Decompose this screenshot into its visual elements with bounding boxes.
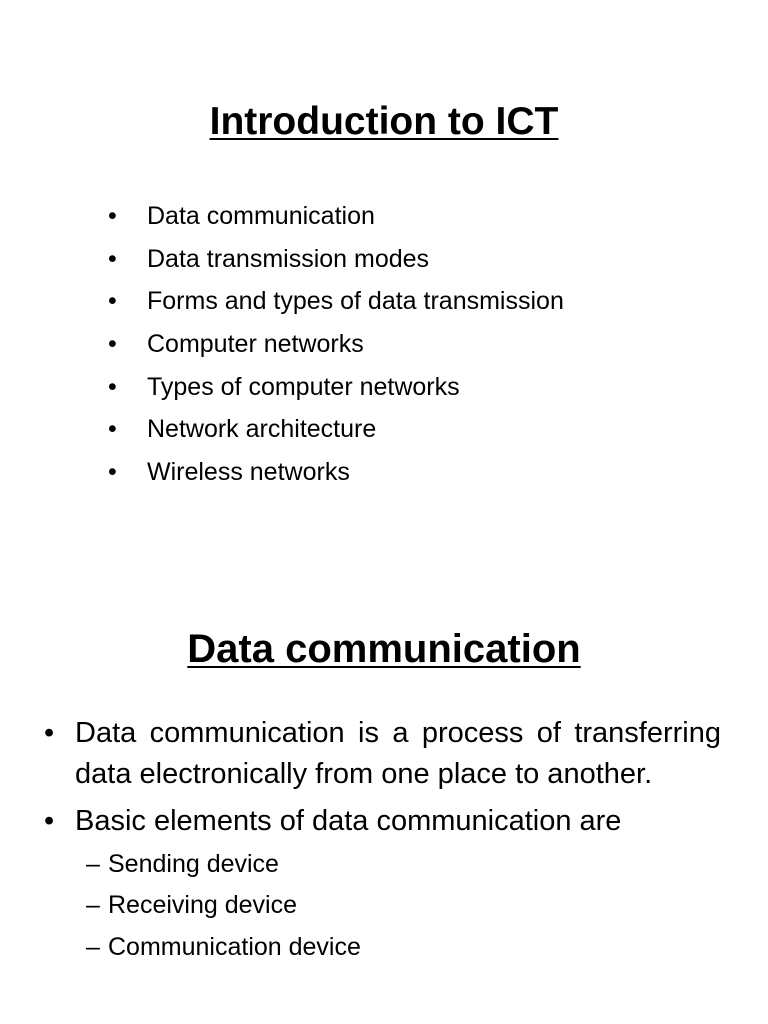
bullet-icon: • <box>108 287 117 316</box>
list-item-text: Types of computer networks <box>147 372 460 401</box>
topic-list <box>108 195 564 494</box>
slide-data-communication <box>0 540 768 1024</box>
list-item-text: Network architecture <box>147 415 377 444</box>
bullet-icon: • <box>108 458 117 487</box>
dash-icon: – <box>86 849 100 878</box>
list-item-text: Computer networks <box>147 330 364 359</box>
list-item <box>108 408 564 451</box>
content-list <box>44 713 721 968</box>
bullet-icon: • <box>108 415 117 444</box>
sub-list-item-text: Communication device <box>108 932 361 961</box>
list-item-text: Wireless networks <box>147 458 350 487</box>
sub-list-item <box>86 844 721 886</box>
bullet-icon: • <box>108 244 117 273</box>
elements-intro-text: Basic elements of data communication are <box>75 805 622 837</box>
list-item <box>108 323 564 366</box>
list-item <box>108 451 564 494</box>
sub-list-item-text: Receiving device <box>108 891 297 919</box>
list-item <box>44 713 721 794</box>
sub-list-item <box>86 885 721 927</box>
slide-title: Introduction to ICT <box>209 100 559 143</box>
definition-text: Data communication is a process of transferring data electronically from one place to another. <box>75 717 721 790</box>
slide-title: Data communication <box>187 627 581 671</box>
dash-icon: – <box>86 891 100 919</box>
list-item <box>108 280 564 323</box>
list-item <box>108 238 564 281</box>
element-sublist <box>75 844 721 969</box>
sub-list-item <box>86 927 721 969</box>
list-item <box>108 195 564 238</box>
list-item-text: Forms and types of data transmission <box>147 287 564 316</box>
dash-icon: – <box>86 932 100 961</box>
bullet-icon: • <box>108 202 117 230</box>
list-item <box>108 366 564 409</box>
list-item <box>44 801 721 968</box>
bullet-icon: • <box>108 330 117 359</box>
bullet-icon: • <box>44 805 55 837</box>
bullet-icon: • <box>44 717 55 749</box>
list-item-text: Data communication <box>147 202 375 230</box>
bullet-icon: • <box>108 372 117 401</box>
list-item-text: Data transmission modes <box>147 244 430 273</box>
sub-list-item-text: Sending device <box>108 849 279 878</box>
